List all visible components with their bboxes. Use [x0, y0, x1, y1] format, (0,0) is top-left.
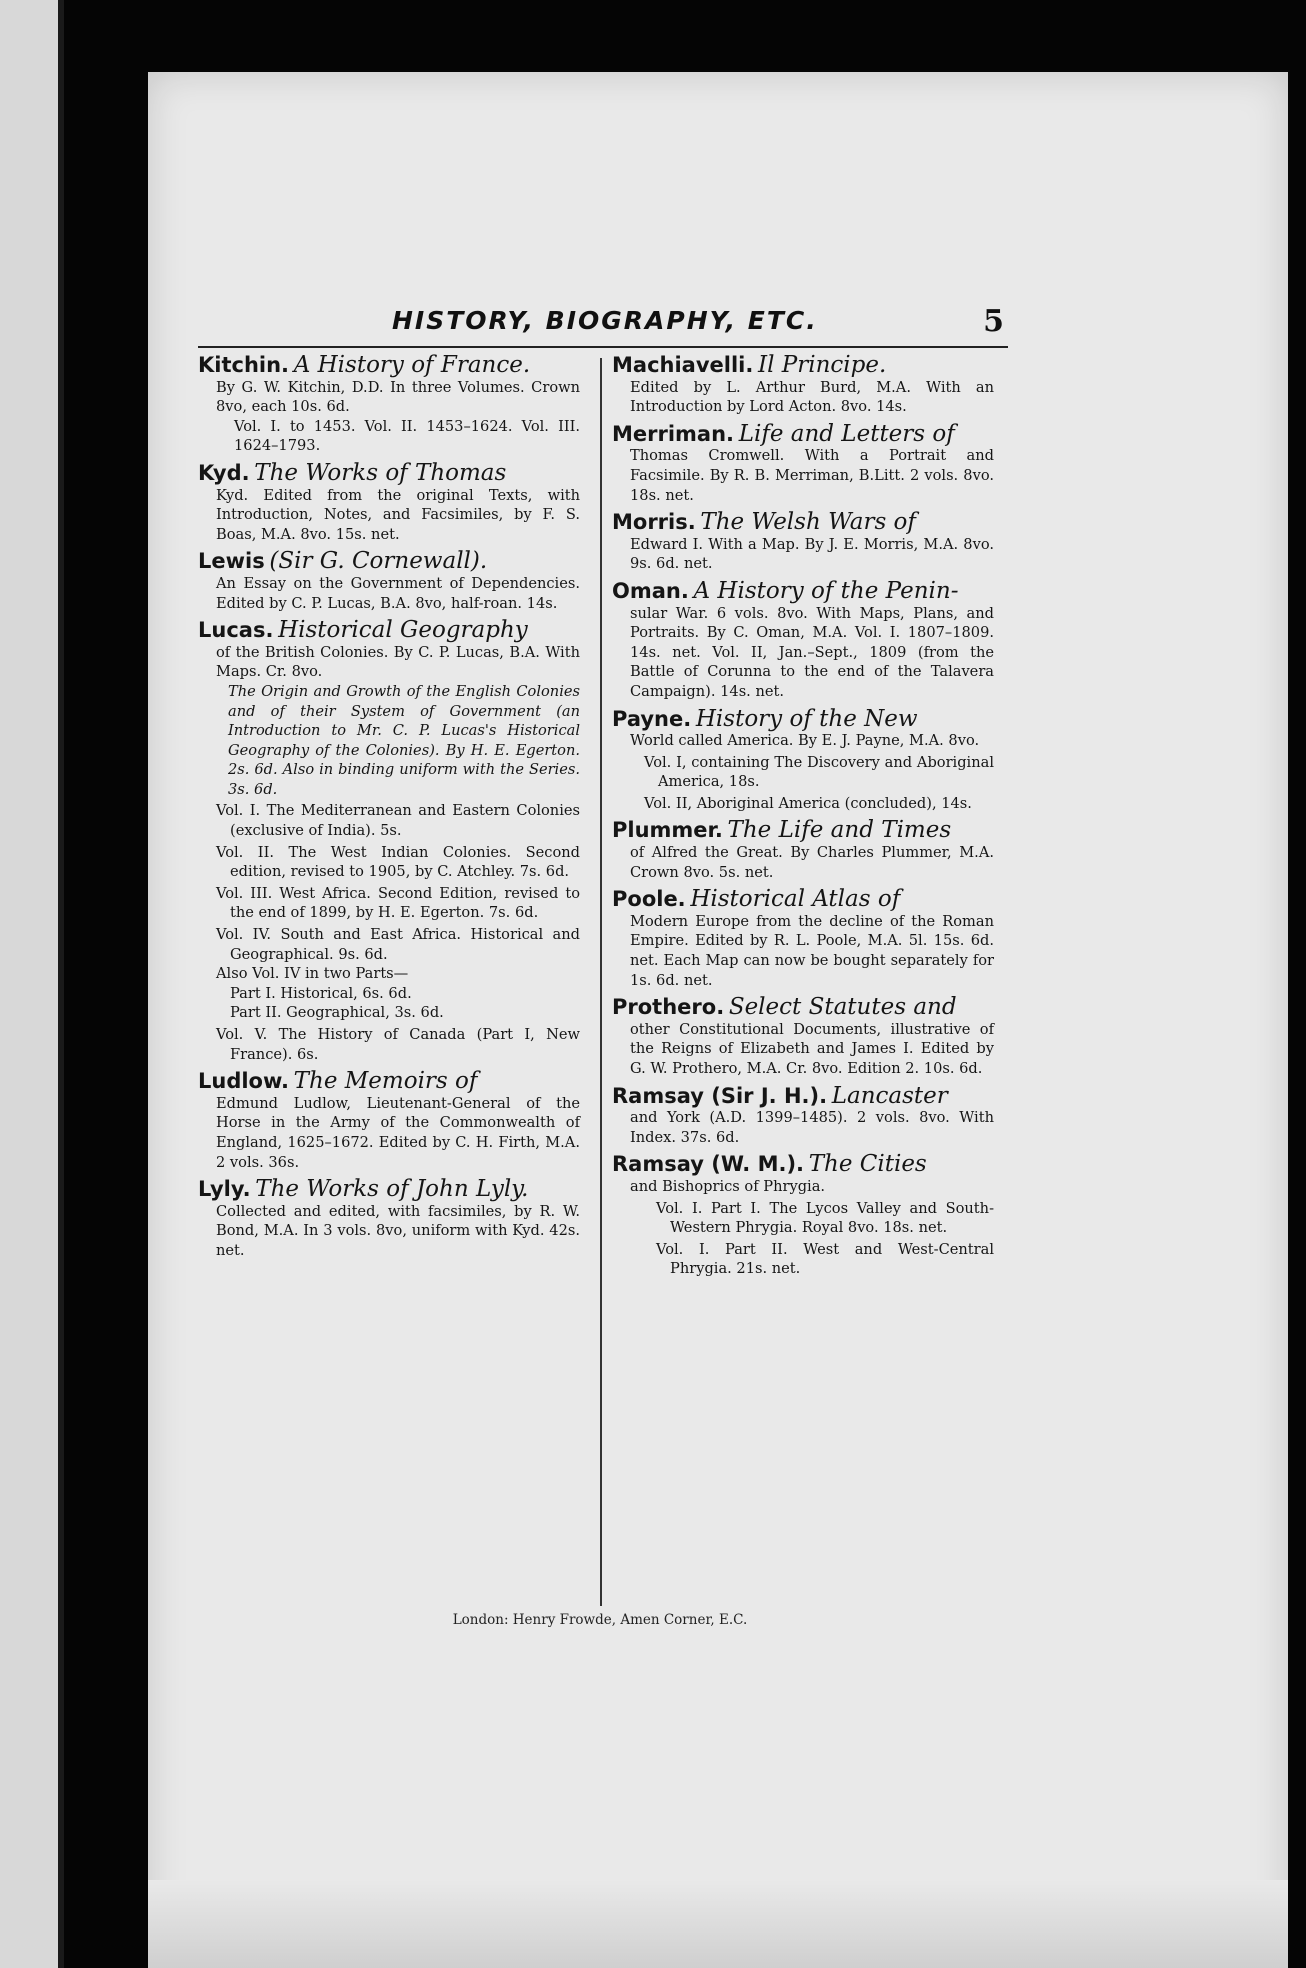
- entry-text: of Alfred the Great. By Charles Plummer, M.A. Crown 8vo. 5s. net.: [630, 844, 994, 881]
- entry-author: Kyd.: [198, 460, 250, 485]
- entry-lyly: [198, 1176, 580, 1260]
- entry-text: Vol. I. to 1453. Vol. II. 1453–1624. Vol. III. 1624–1793.: [234, 417, 580, 455]
- entry-text: An Essay on the Government of Dependencies. Edited by C. P. Lucas, B.A. 8vo, half-roan. 14s.: [216, 574, 580, 612]
- entry-kyd: [198, 459, 580, 544]
- entry-plummer: [612, 817, 994, 882]
- page-header: [242, 300, 1004, 340]
- entry-title: Lancaster: [831, 1082, 948, 1109]
- entry-lewis: [198, 548, 580, 613]
- entry-title: A History of the Penin-: [693, 577, 959, 604]
- entry-author: Ludlow.: [198, 1069, 290, 1094]
- entry-morris: [612, 509, 994, 574]
- entry-title: History of the New: [695, 705, 918, 732]
- volume-line: Vol. II, Aboriginal America (concluded), 14s.: [644, 794, 972, 812]
- entry-author: Ramsay (W. M.).: [612, 1152, 805, 1177]
- entry-title: Historical Geography: [278, 617, 528, 644]
- entry-text: By G. W. Kitchin, D.D. In three Volumes. Crown 8vo, each 10s. 6d.: [216, 378, 580, 416]
- column-divider: [600, 358, 602, 1606]
- entry-author: Lucas.: [198, 618, 274, 643]
- entry-author: Lyly.: [198, 1177, 251, 1202]
- entry-text: Edmund Ludlow, Lieutenant-General of the Horse in the Army of the Commonwealth of England, 1625–1672. Edited by C. H. Firth, M.A. 2 vols. 36s.: [216, 1094, 580, 1171]
- entry-title: Il Principe.: [757, 352, 887, 378]
- entry-author: Lewis: [198, 549, 265, 574]
- entry-text: Thomas Cromwell. With a Portrait and Facsimile. By R. B. Merriman, B.Litt. 2 vols. 8vo. 18s. net.: [630, 447, 994, 504]
- entry-author: Morris.: [612, 510, 696, 535]
- entry-text: and Bishoprics of Phrygia.: [630, 1177, 826, 1195]
- entry-text: Collected and edited, with facsimiles, by R. W. Bond, M.A. In 3 vols. 8vo, uniform with Kyd. 42s. net.: [216, 1202, 580, 1259]
- entry-author: Machiavelli.: [612, 353, 754, 377]
- entry-kitchin: [198, 352, 580, 456]
- entry-text: Edited by L. Arthur Burd, M.A. With an Introduction by Lord Acton. 8vo. 14s.: [630, 378, 994, 416]
- entry-title: The Cities: [808, 1151, 927, 1178]
- entry-prothero: [612, 994, 994, 1078]
- left-column: [198, 352, 580, 1269]
- volume-line: Vol. I. Part II. West and West-Central Phrygia. 21s. net.: [656, 1240, 994, 1278]
- entry-author: Kitchin.: [198, 353, 290, 377]
- entry-text: World called America. By E. J. Payne, M.A. 8vo.: [630, 732, 980, 750]
- entry-machiavelli: [612, 352, 994, 417]
- entry-author: Ramsay (Sir J. H.).: [612, 1083, 828, 1108]
- entry-text: sular War. 6 vols. 8vo. With Maps, Plans, and Portraits. By C. Oman, M.A. Vol. I. 1807–1809. 14s. net. Vol. II, Jan.–Sept., 1809 (from the Battle of Corunna to the end of the Talavera Campaign). 14s. net.: [630, 604, 994, 700]
- page-number: 5: [983, 304, 1004, 339]
- entry-text: Modern Europe from the decline of the Roman Empire. Edited by R. L. Poole, M.A. 5l. 15s. 6d. net. Each Map can now be bought separately for 1s. 6d. net.: [630, 912, 994, 989]
- volume-line: Vol. I. Part I. The Lycos Valley and South-Western Phrygia. Royal 8vo. 18s. net.: [656, 1199, 994, 1237]
- entry-title: (Sir G. Cornewall).: [269, 548, 488, 575]
- entry-title: The Memoirs of: [293, 1068, 478, 1095]
- volume-line: Vol. I, containing The Discovery and Aboriginal America, 18s.: [644, 753, 994, 791]
- entry-ramsay-jh: [612, 1082, 994, 1148]
- right-column: [612, 352, 994, 1287]
- entry-merriman: [612, 420, 994, 505]
- volume-line: Vol. I. The Mediterranean and Eastern Colonies (exclusive of India). 5s.: [216, 802, 580, 840]
- entry-text: of the British Colonies. By C. P. Lucas, B.A. With Maps. Cr. 8vo.: [216, 643, 580, 681]
- publisher-imprint: London: Henry Frowde, Amen Corner, E.C.: [452, 1612, 748, 1628]
- page-gutter: [58, 0, 64, 1968]
- part-line: Part II. Geographical, 3s. 6d.: [230, 1004, 444, 1022]
- entry-lucas: [198, 617, 580, 1064]
- entry-author: Plummer.: [612, 818, 723, 843]
- entry-oman: [612, 577, 994, 702]
- part-line: Part I. Historical, 6s. 6d.: [230, 984, 412, 1002]
- page-bottom: [148, 1880, 1288, 1968]
- entry-title: The Works of John Lyly.: [255, 1176, 529, 1203]
- entry-title: Life and Letters of: [738, 420, 955, 447]
- volume-line: Vol. III. West Africa. Second Edition, revised to the end of 1899, by H. E. Egerton. 7s. 6d.: [216, 884, 580, 922]
- entry-title: Select Statutes and: [728, 994, 957, 1021]
- entry-title: The Life and Times: [727, 817, 952, 844]
- entry-author: Merriman.: [612, 421, 735, 446]
- entry-poole: [612, 886, 994, 990]
- entry-title: Historical Atlas of: [690, 886, 901, 913]
- entry-title: A History of France.: [293, 352, 531, 378]
- volume-line: Vol. V. The History of Canada (Part I, New France). 6s.: [216, 1026, 580, 1063]
- entry-title: The Welsh Wars of: [700, 509, 916, 536]
- entry-payne: [612, 705, 994, 814]
- running-title: HISTORY, BIOGRAPHY, ETC.: [392, 306, 818, 335]
- entry-author: Oman.: [612, 578, 689, 603]
- entry-text: Edward I. With a Map. By J. E. Morris, M.A. 8vo. 9s. 6d. net.: [630, 535, 994, 573]
- entry-ramsay-wm: [612, 1151, 994, 1279]
- volume-line: Vol. IV. South and East Africa. Historical and Geographical. 9s. 6d.: [216, 926, 580, 963]
- header-rule: [198, 346, 1008, 348]
- entry-author: Payne.: [612, 706, 692, 731]
- entry-subtext: The Origin and Growth of the English Colonies and of their System of Government (an Introduction to Mr. C. P. Lucas's Historical Geography of the Colonies). By H. E. Egerton. 2s. 6d. Also in binding uniform with the Series. 3s. 6d.: [228, 682, 580, 798]
- also-line: Also Vol. IV in two Parts—: [216, 965, 409, 983]
- entry-author: Poole.: [612, 887, 686, 912]
- entry-author: Prothero.: [612, 995, 725, 1020]
- entry-text: and York (A.D. 1399–1485). 2 vols. 8vo. With Index. 37s. 6d.: [630, 1109, 994, 1146]
- entry-ludlow: [198, 1068, 580, 1172]
- volume-line: Vol. II. The West Indian Colonies. Second edition, revised to 1905, by C. Atchley. 7s. 6d.: [216, 843, 580, 881]
- entry-text: Kyd. Edited from the original Texts, with Introduction, Notes, and Facsimiles, by F. S. Boas, M.A. 8vo. 15s. net.: [216, 486, 580, 543]
- adjacent-page-edge: [0, 0, 58, 1968]
- entry-text: other Constitutional Documents, illustrative of the Reigns of Elizabeth and James I. Edited by G. W. Prothero, M.A. Cr. 8vo. Edition 2. 10s. 6d.: [630, 1020, 994, 1077]
- entry-title: The Works of Thomas: [254, 459, 507, 486]
